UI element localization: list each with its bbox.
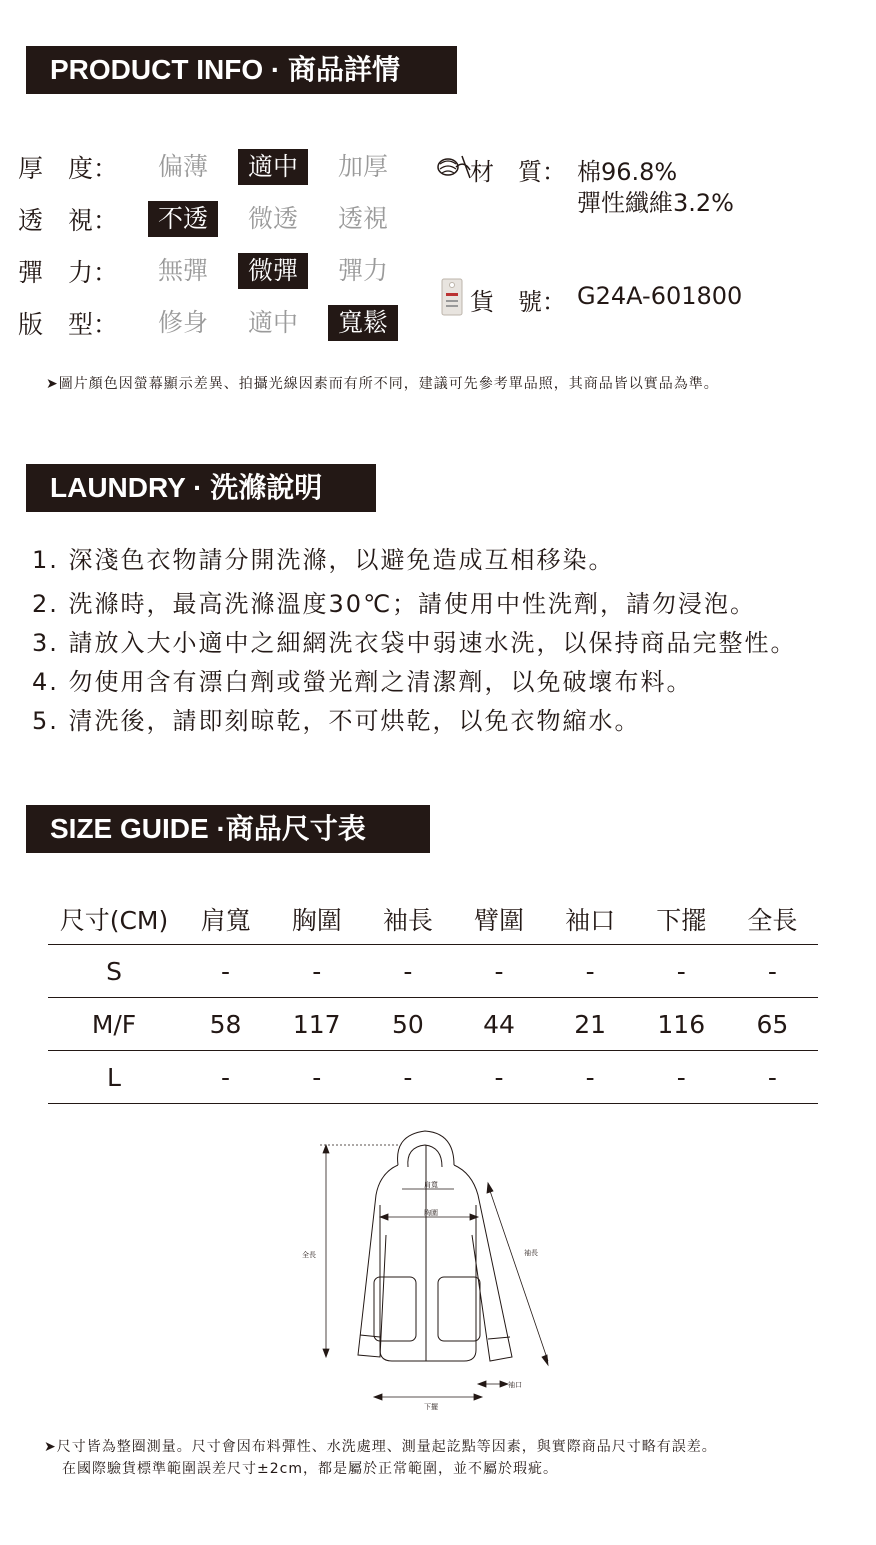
- size-header-cell: 肩寬: [180, 894, 271, 945]
- diagram-label-cuff: 袖口: [508, 1381, 522, 1389]
- size-cell: 117: [271, 998, 362, 1051]
- diagram-label-shoulder: 肩寬: [424, 1181, 438, 1189]
- table-row: [48, 945, 818, 998]
- size-header-cell: 袖口: [545, 894, 636, 945]
- size-cell: 65: [727, 998, 818, 1051]
- size-cell: -: [362, 1051, 453, 1104]
- size-cell: -: [453, 945, 544, 998]
- size-header-cell: 尺寸(CM): [48, 894, 180, 945]
- size-cell: -: [453, 1051, 544, 1104]
- size-header-cell: 臂圍: [453, 894, 544, 945]
- size-table: [48, 894, 818, 1104]
- size-header-cell: 下擺: [636, 894, 727, 945]
- size-cell: M/F: [48, 998, 180, 1051]
- size-cell: -: [180, 1051, 271, 1104]
- size-cell: -: [727, 1051, 818, 1104]
- size-cell: 21: [545, 998, 636, 1051]
- size-cell: -: [545, 945, 636, 998]
- material-line-1: 棉96.8%: [577, 158, 678, 186]
- yarn-icon: [436, 152, 472, 182]
- size-cell: -: [727, 945, 818, 998]
- attribute-label: 透 視：: [18, 206, 119, 235]
- diagram-label-length: 全長: [302, 1251, 316, 1259]
- attribute-option-selected: 微彈: [238, 253, 308, 289]
- size-cell: 58: [180, 998, 271, 1051]
- size-cell: 44: [453, 998, 544, 1051]
- attribute-option: 微透: [247, 204, 298, 233]
- size-cell: -: [271, 1051, 362, 1104]
- size-cell: -: [636, 1051, 727, 1104]
- attribute-row: [18, 251, 408, 291]
- size-cell: -: [636, 945, 727, 998]
- size-cell: L: [48, 1051, 180, 1104]
- material-label: 材 質：: [470, 158, 566, 186]
- material-line-2: 彈性纖維3.2%: [577, 189, 734, 217]
- sku-value: G24A-601800: [577, 282, 743, 310]
- size-note-2: 在國際驗貨標準範圍誤差尺寸±2cm，都是屬於正常範圍，並不屬於瑕疵。: [62, 1461, 558, 1477]
- attribute-option: 修身: [157, 308, 208, 337]
- size-note-1: ➤尺寸皆為整圈測量。尺寸會因布料彈性、水洗處理、測量起訖點等因素，與實際商品尺寸略有誤差。: [44, 1439, 717, 1455]
- size-cell: S: [48, 945, 180, 998]
- diagram-label-chest: 胸圍: [424, 1209, 438, 1217]
- attribute-row: [18, 303, 408, 343]
- laundry-title: LAUNDRY · 洗滌說明: [26, 464, 376, 512]
- size-cell: -: [271, 945, 362, 998]
- laundry-item: 1. 深淺色衣物請分開洗滌，以避免造成互相移染。: [32, 546, 615, 574]
- attribute-option-selected: 寬鬆: [328, 305, 398, 341]
- table-row: [48, 1051, 818, 1104]
- attribute-option: 偏薄: [157, 152, 208, 181]
- size-cell: -: [545, 1051, 636, 1104]
- size-cell: -: [180, 945, 271, 998]
- diagram-label-hem: 下擺: [424, 1403, 438, 1411]
- attribute-option: 無彈: [157, 256, 208, 285]
- diagram-label-sleeve: 袖長: [524, 1249, 538, 1257]
- attribute-row: [18, 199, 408, 239]
- attribute-label: 彈 力：: [18, 258, 119, 287]
- attribute-label: 厚 度：: [18, 154, 119, 183]
- product-info-title: PRODUCT INFO · 商品詳情: [26, 46, 457, 94]
- size-cell: -: [362, 945, 453, 998]
- size-guide-title: SIZE GUIDE ·商品尺寸表: [26, 805, 430, 853]
- attribute-option: 彈力: [337, 256, 388, 285]
- size-cell: 116: [636, 998, 727, 1051]
- color-disclaimer: ➤圖片顏色因螢幕顯示差異、拍攝光線因素而有所不同，建議可先參考單品照，其商品皆以實品為準。: [46, 376, 719, 392]
- size-cell: 50: [362, 998, 453, 1051]
- attribute-option: 適中: [247, 308, 298, 337]
- sku-label: 貨 號：: [470, 288, 566, 316]
- attribute-option: 加厚: [337, 152, 388, 181]
- size-header-cell: 胸圍: [271, 894, 362, 945]
- garment-diagram: [290, 1125, 570, 1420]
- tag-icon: [440, 277, 464, 317]
- attribute-option-selected: 不透: [148, 201, 218, 237]
- laundry-item: 3. 請放入大小適中之細網洗衣袋中弱速水洗，以保持商品完整性。: [32, 629, 797, 657]
- laundry-item: 2. 洗滌時，最高洗滌溫度30℃；請使用中性洗劑，請勿浸泡。: [32, 590, 757, 618]
- size-table-header: [48, 894, 818, 945]
- attribute-option: 透視: [337, 204, 388, 233]
- size-header-cell: 袖長: [362, 894, 453, 945]
- laundry-item: 4. 勿使用含有漂白劑或螢光劑之清潔劑，以免破壞布料。: [32, 668, 693, 696]
- attribute-option-selected: 適中: [238, 149, 308, 185]
- size-header-cell: 全長: [727, 894, 818, 945]
- table-row: [48, 998, 818, 1051]
- attribute-row: [18, 147, 408, 187]
- attribute-label: 版 型：: [18, 310, 119, 339]
- laundry-item: 5. 清洗後，請即刻晾乾，不可烘乾，以免衣物縮水。: [32, 707, 641, 735]
